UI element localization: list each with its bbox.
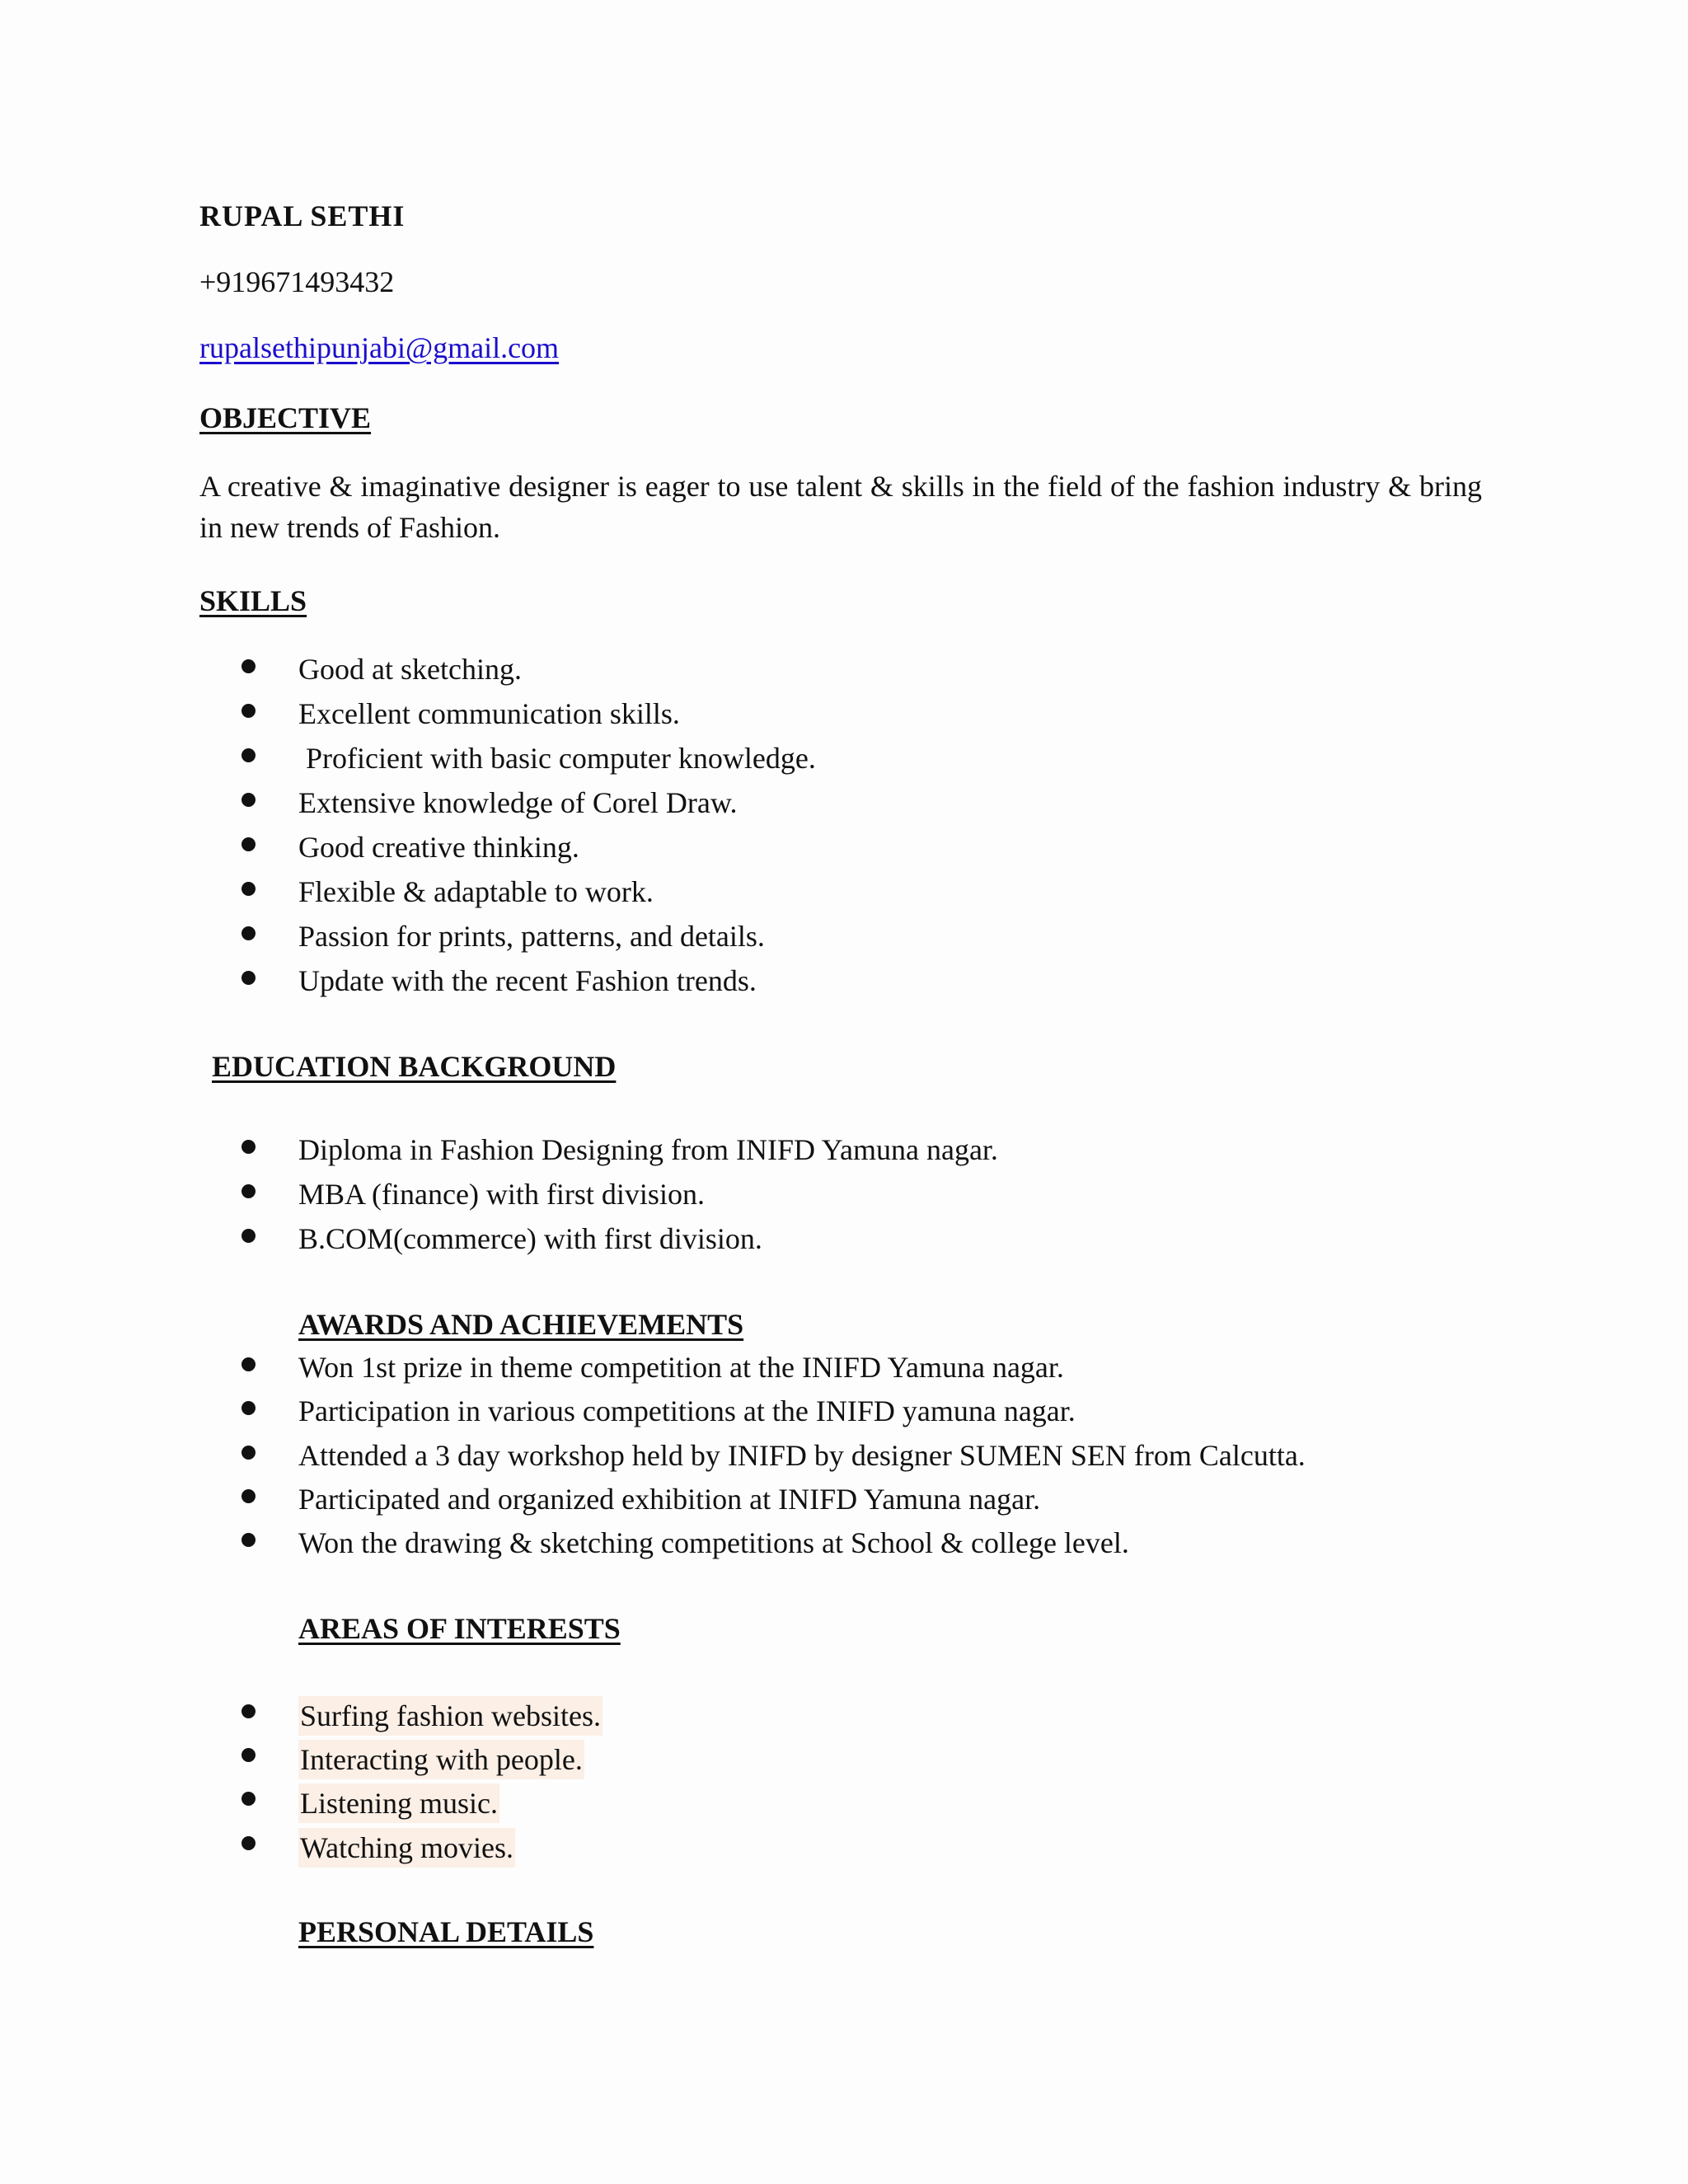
bullet-icon xyxy=(241,659,256,673)
skill-item-text: Update with the recent Fashion trends. xyxy=(298,964,757,997)
skill-item-text: Extensive knowledge of Corel Draw. xyxy=(298,786,738,819)
interest-item-text: Listening music. xyxy=(298,1783,499,1823)
interest-item-text: Interacting with people. xyxy=(298,1740,584,1779)
skill-item-text: Flexible & adaptable to work. xyxy=(298,875,654,908)
bullet-icon xyxy=(241,793,256,807)
interest-item-text: Surfing fashion websites. xyxy=(298,1696,603,1736)
skill-item-text: Proficient with basic computer knowledge. xyxy=(298,742,816,775)
award-item-text: Won 1st prize in theme competition at the INIFD Yamuna nagar. xyxy=(298,1351,1064,1384)
personal-details-heading: PERSONAL DETAILS xyxy=(298,1915,594,1948)
bullet-icon xyxy=(241,1704,256,1718)
bullet-icon xyxy=(241,1489,256,1503)
bullet-icon xyxy=(241,748,256,762)
bullet-icon xyxy=(241,1446,256,1460)
bullet-icon xyxy=(241,1229,256,1243)
bullet-icon xyxy=(241,704,256,718)
awards-heading: AWARDS AND ACHIEVEMENTS xyxy=(298,1308,744,1341)
skill-item-text: Good at sketching. xyxy=(298,653,522,686)
bullet-icon xyxy=(241,1792,256,1806)
education-heading: EDUCATION BACKGROUND xyxy=(212,1050,617,1083)
bullet-icon xyxy=(241,926,256,940)
award-item-text: Participated and organized exhibition at INIFD Yamuna nagar. xyxy=(298,1483,1041,1516)
skills-heading: SKILLS xyxy=(199,584,307,617)
education-item-text: MBA (finance) with first division. xyxy=(298,1178,705,1211)
interests-heading: AREAS OF INTERESTS xyxy=(298,1612,621,1645)
award-item-text: Attended a 3 day workshop held by INIFD by designer SUMEN SEN from Calcutta. xyxy=(298,1439,1306,1472)
phone-number: +919671493432 xyxy=(199,265,395,298)
bullet-icon xyxy=(241,837,256,851)
objective-text: A creative & imaginative designer is eager to use talent & skills in the field of the fashion industry & bring in new trends of Fashion. xyxy=(199,470,1482,544)
bullet-icon xyxy=(241,882,256,896)
candidate-name: RUPAL SETHI xyxy=(199,199,406,232)
award-item-text: Participation in various competitions at the INIFD yamuna nagar. xyxy=(298,1394,1076,1427)
education-item-text: Diploma in Fashion Designing from INIFD Yamuna nagar. xyxy=(298,1133,998,1166)
skill-item-text: Excellent communication skills. xyxy=(298,697,680,730)
email-link[interactable]: rupalsethipunjabi@gmail.com xyxy=(199,331,560,364)
bullet-icon xyxy=(241,1401,256,1415)
interest-item-text: Watching movies. xyxy=(298,1828,515,1868)
bullet-icon xyxy=(241,1357,256,1371)
bullet-icon xyxy=(241,1748,256,1762)
objective-heading: OBJECTIVE xyxy=(199,401,372,434)
education-item-text: B.COM(commerce) with first division. xyxy=(298,1222,762,1255)
bullet-icon xyxy=(241,1140,256,1154)
bullet-icon xyxy=(241,1184,256,1198)
bullet-icon xyxy=(241,1836,256,1850)
bullet-icon xyxy=(241,1533,256,1547)
award-item-text: Won the drawing & sketching competitions at School & college level. xyxy=(298,1526,1129,1559)
skill-item-text: Passion for prints, patterns, and details. xyxy=(298,920,765,953)
skill-item-text: Good creative thinking. xyxy=(298,831,579,864)
bullet-icon xyxy=(241,971,256,985)
